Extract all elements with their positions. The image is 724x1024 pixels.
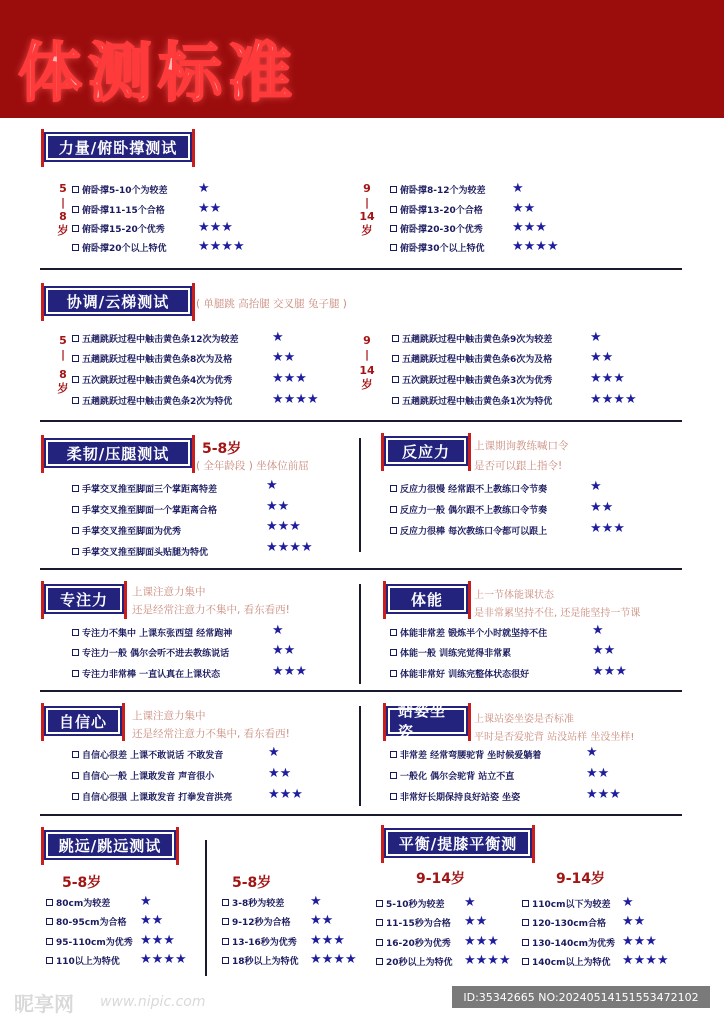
focus-title: 专注力 [44,584,124,614]
flexibility-age: 5-8岁 [202,441,242,457]
confidence-note-2: 还是经常注意力不集中, 看东看西! [132,728,290,740]
confidence-note-1: 上课注意力集中 [132,710,206,722]
checkbox-icon [522,958,529,965]
balance-title: 平衡/提膝平衡测 [384,828,532,858]
list-item: 俯卧撑20个以上特优 [72,240,167,254]
list-item: 五趟跳跃过程中触击黄色条9次为较差 [392,331,552,345]
checkbox-icon [390,751,397,758]
stamina-title: 体能 [386,584,468,614]
checkbox-icon [390,206,397,213]
checkbox-icon [72,355,79,362]
checkbox-icon [522,919,529,926]
flexibility-title: 柔韧/压腿测试 [44,438,192,468]
list-item: 3-8秒为较差 [222,895,284,909]
star-rating: ★ [266,478,278,493]
list-item: 五趟跳跃过程中触击黄色条8次为及格 [72,351,232,365]
divider [205,840,207,976]
star-rating: ★★★ [140,933,175,948]
list-item: 11-15秒为合格 [376,915,451,929]
checkbox-icon [72,376,79,383]
star-rating: ★★ [268,766,292,781]
list-item: 俯卧撑5-10个为较差 [72,182,168,196]
checkbox-icon [390,629,397,636]
star-rating: ★ [590,330,602,345]
longjump-col2-age: 5-8岁 [232,875,272,891]
watermark-url: www.nipic.com [100,994,206,1010]
list-item: 110cm以下为较差 [522,896,611,910]
star-rating: ★ [272,330,284,345]
list-item: 五次跳跃过程中触击黄色条3次为优秀 [392,372,552,386]
star-rating: ★★★ [622,934,657,949]
coordination-note: ( 单腿跳 高抬腿 交叉腿 兔子腿 ) [196,298,347,310]
list-item: 13-16秒为优秀 [222,934,297,948]
star-rating: ★★★★ [140,952,187,967]
star-rating: ★★★ [268,787,303,802]
divider [40,568,682,570]
list-item: 18秒以上为特优 [222,953,299,967]
checkbox-icon [390,670,397,677]
list-item: 五趟跳跃过程中触击黄色条6次为及格 [392,351,552,365]
checkbox-icon [72,186,79,193]
divider [40,268,682,270]
checkbox-icon [392,355,399,362]
list-item: 120-130cm合格 [522,915,606,929]
star-rating: ★ [198,181,210,196]
list-item: 自信心很差 上课不敢说话 不敢发音 [72,747,223,761]
checkbox-icon [72,485,79,492]
strength-title: 力量/俯卧撑测试 [44,132,192,162]
list-item: 手掌交叉推至脚面头贴腿为特优 [72,544,208,558]
star-rating: ★ [512,181,524,196]
balance-col1-age: 9-14岁 [416,871,466,887]
list-item: 非常好长期保持良好站姿 坐姿 [390,789,520,803]
divider [40,420,682,422]
list-item: 体能非常好 训练完整体状态很好 [390,666,529,680]
star-rating: ★★ [512,201,536,216]
star-rating: ★★★★ [512,239,559,254]
divider [359,706,361,806]
reaction-note-1: 上课期询教练喊口令 [474,440,569,452]
star-rating: ★★★ [266,519,301,534]
list-item: 20秒以上为特优 [376,954,453,968]
list-item: 反应力很棒 每次教练口令都可以跟上 [390,523,547,537]
checkbox-icon [72,206,79,213]
list-item: 16-20秒为优秀 [376,935,451,949]
focus-note-1: 上课注意力集中 [132,586,206,598]
list-item: 俯卧撑11-15个合格 [72,202,165,216]
list-item: 五趟跳跃过程中触击黄色条2次为特优 [72,393,232,407]
checkbox-icon [390,225,397,232]
checkbox-icon [222,899,229,906]
checkbox-icon [46,957,53,964]
list-item: 反应力很慢 经常跟不上教练口令节奏 [390,481,547,495]
list-item: 80cm为较差 [46,895,110,909]
star-rating: ★ [140,894,152,909]
checkbox-icon [390,506,397,513]
star-rating: ★★ [310,913,334,928]
checkbox-icon [72,506,79,513]
star-rating: ★★ [590,350,614,365]
posture-title: 站姿坐姿 [386,706,468,736]
checkbox-icon [376,900,383,907]
star-rating: ★★★ [512,220,547,235]
checkbox-icon [522,939,529,946]
divider [359,584,361,684]
star-rating: ★★ [586,766,610,781]
list-item: 专注力不集中 上课东张西望 经常跑神 [72,625,232,639]
checkbox-icon [72,225,79,232]
list-item: 俯卧撑20-30个优秀 [390,221,483,235]
star-rating: ★ [590,479,602,494]
list-item: 5-10秒为较差 [376,896,445,910]
star-rating: ★★★ [590,521,625,536]
posture-note-2: 平时是否爱驼背 站没站样 坐没坐样! [474,732,635,743]
checkbox-icon [222,918,229,925]
checkbox-icon [222,938,229,945]
coordination-title: 协调/云梯测试 [44,286,192,316]
divider [40,814,682,816]
checkbox-icon [72,670,79,677]
star-rating: ★★★★ [198,239,245,254]
checkbox-icon [390,793,397,800]
list-item: 俯卧撑30个以上特优 [390,240,485,254]
page-title: 体测标准 [18,37,298,111]
checkbox-icon [72,335,79,342]
longjump-title: 跳远/跳远测试 [44,830,176,860]
checkbox-icon [72,244,79,251]
list-item: 五趟跳跃过程中触击黄色条1次为特优 [392,393,552,407]
checkbox-icon [522,900,529,907]
watermark-logo: 昵享网 [14,992,74,1016]
list-item: 体能一般 训练完觉得非常累 [390,645,511,659]
list-item: 俯卧撑15-20个优秀 [72,221,165,235]
confidence-title: 自信心 [44,706,122,736]
list-item: 俯卧撑8-12个为较差 [390,182,486,196]
star-rating: ★ [622,895,634,910]
stamina-note-1: 上一节体能课状态 [474,590,554,601]
star-rating: ★★★★ [310,952,357,967]
star-rating: ★★ [198,201,222,216]
list-item: 手掌交叉推至脚面为优秀 [72,523,181,537]
star-rating: ★★★ [592,664,627,679]
checkbox-icon [390,485,397,492]
checkbox-icon [392,335,399,342]
checkbox-icon [72,629,79,636]
list-item: 一般化 偶尔会驼背 站立不直 [390,768,514,782]
star-rating: ★★ [622,914,646,929]
divider [359,438,361,552]
checkbox-icon [376,958,383,965]
list-item: 专注力一般 偶尔会听不进去教练说话 [72,645,229,659]
list-item: 反应力一般 偶尔跟不上教练口令节奏 [390,502,547,516]
star-rating: ★★★★ [622,953,669,968]
checkbox-icon [390,649,397,656]
list-item: 手掌交叉推至脚面一个掌距离合格 [72,502,217,516]
checkbox-icon [72,527,79,534]
star-rating: ★★★★ [464,953,511,968]
list-item: 130-140cm为优秀 [522,935,615,949]
list-item: 9-12秒为合格 [222,914,291,928]
list-item: 自信心一般 上课敢发音 声音很小 [72,768,214,782]
star-rating: ★★ [266,499,290,514]
star-rating: ★★★★ [272,392,319,407]
checkbox-icon [46,899,53,906]
posture-note-1: 上课站姿坐姿是否标准 [474,714,574,725]
star-rating: ★ [464,895,476,910]
list-item: 五次跳跃过程中触击黄色条4次为优秀 [72,372,232,386]
star-rating: ★ [586,745,598,760]
checkbox-icon [72,397,79,404]
checkbox-icon [46,938,53,945]
list-item: 140cm以上为特优 [522,954,611,968]
checkbox-icon [392,397,399,404]
star-rating: ★★ [590,500,614,515]
list-item: 五趟跳跃过程中触击黄色条12次为较差 [72,331,239,345]
list-item: 体能非常差 锻炼半个小时就坚持不住 [390,625,547,639]
reaction-title: 反应力 [384,436,468,466]
checkbox-icon [72,751,79,758]
star-rating: ★★ [272,350,296,365]
focus-note-2: 还是经常注意力不集中, 看东看西! [132,604,290,616]
checkbox-icon [72,793,79,800]
checkbox-icon [376,939,383,946]
longjump-col1-age: 5-8岁 [62,875,102,891]
star-rating: ★★★★ [266,540,313,555]
star-rating: ★ [272,623,284,638]
checkbox-icon [72,548,79,555]
star-rating: ★★ [592,643,616,658]
list-item: 专注力非常棒 一直认真在上课状态 [72,666,220,680]
star-rating: ★★★ [586,787,621,802]
list-item: 80-95cm为合格 [46,914,127,928]
star-rating: ★★ [140,913,164,928]
watermark-id: ID:35342665 NO:20240514151553472102 [452,986,710,1008]
checkbox-icon [390,527,397,534]
star-rating: ★★★ [590,371,625,386]
star-rating: ★ [592,623,604,638]
list-item: 非常差 经常弯腰驼背 坐时候爱躺着 [390,747,541,761]
checkbox-icon [72,772,79,779]
list-item: 自信心很强 上课敢发音 打拳发音洪亮 [72,789,232,803]
stamina-note-2: 是非常累坚持不住, 还是能坚持一节课 [474,608,641,619]
checkbox-icon [392,376,399,383]
star-rating: ★★ [464,914,488,929]
star-rating: ★★★★ [590,392,637,407]
star-rating: ★★ [272,643,296,658]
star-rating: ★★★ [464,934,499,949]
checkbox-icon [46,918,53,925]
list-item: 110以上为特优 [46,953,120,967]
checkbox-icon [390,186,397,193]
checkbox-icon [390,772,397,779]
list-item: 俯卧撑13-20个合格 [390,202,483,216]
balance-col2-age: 9-14岁 [556,871,606,887]
header-banner [0,0,724,118]
star-rating: ★ [310,894,322,909]
divider [40,690,682,692]
star-rating: ★★★ [198,220,233,235]
star-rating: ★★★ [272,664,307,679]
checkbox-icon [222,957,229,964]
star-rating: ★ [268,745,280,760]
list-item: 95-110cm为优秀 [46,934,133,948]
star-rating: ★★★ [310,933,345,948]
flexibility-note: ( 全年龄段 ) 坐体位前屈 [196,460,309,472]
checkbox-icon [72,649,79,656]
checkbox-icon [390,244,397,251]
list-item: 手掌交叉推至脚面三个掌距离特差 [72,481,217,495]
reaction-note-2: 是否可以跟上指令! [474,460,563,472]
star-rating: ★★★ [272,371,307,386]
checkbox-icon [376,919,383,926]
